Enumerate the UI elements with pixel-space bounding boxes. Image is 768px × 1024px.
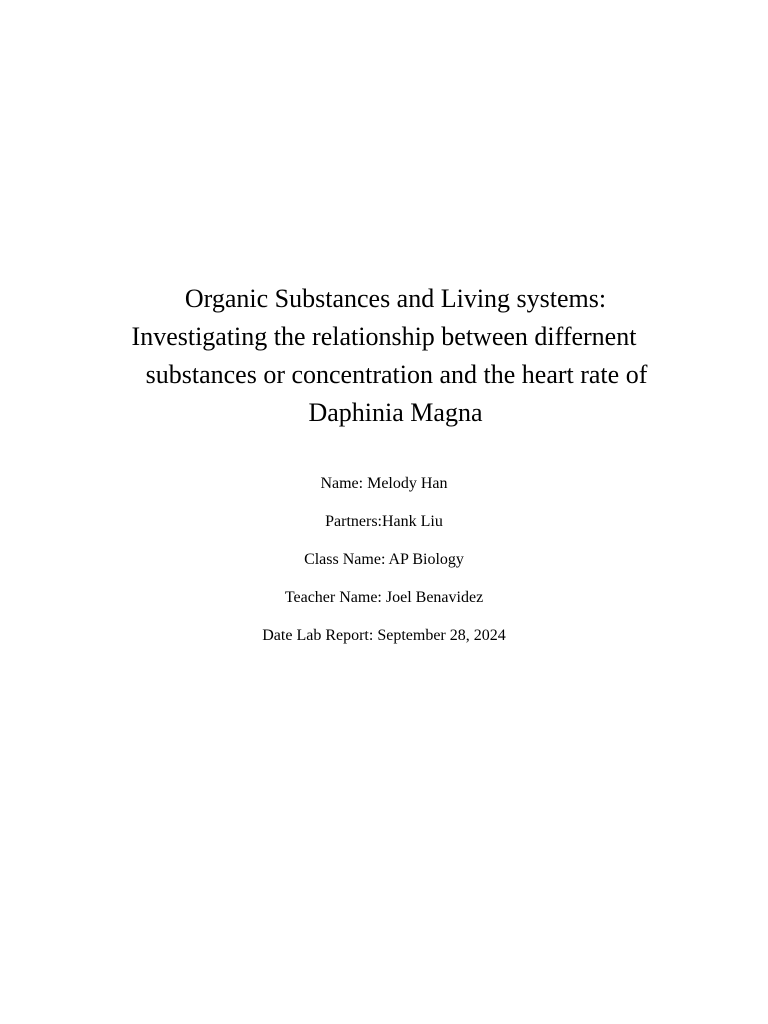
title-line-1: Organic Substances and Living systems: (184, 284, 607, 313)
report-title (0, 280, 768, 432)
title-line-2: Investigating the relationship between differnent (131, 322, 637, 351)
teacher-name: Teacher Name: Joel Benavidez (284, 589, 484, 606)
partners: Partners:Hank Liu (325, 513, 443, 530)
report-info (0, 474, 768, 664)
class-name: Class Name: AP Biology (304, 551, 464, 568)
title-line-4: Daphinia Magna (308, 398, 483, 427)
report-date: Date Lab Report: September 28, 2024 (262, 627, 506, 644)
student-name: Name: Melody Han (320, 475, 448, 492)
title-line-3: substances or concentration and the heart rate of (145, 360, 648, 389)
